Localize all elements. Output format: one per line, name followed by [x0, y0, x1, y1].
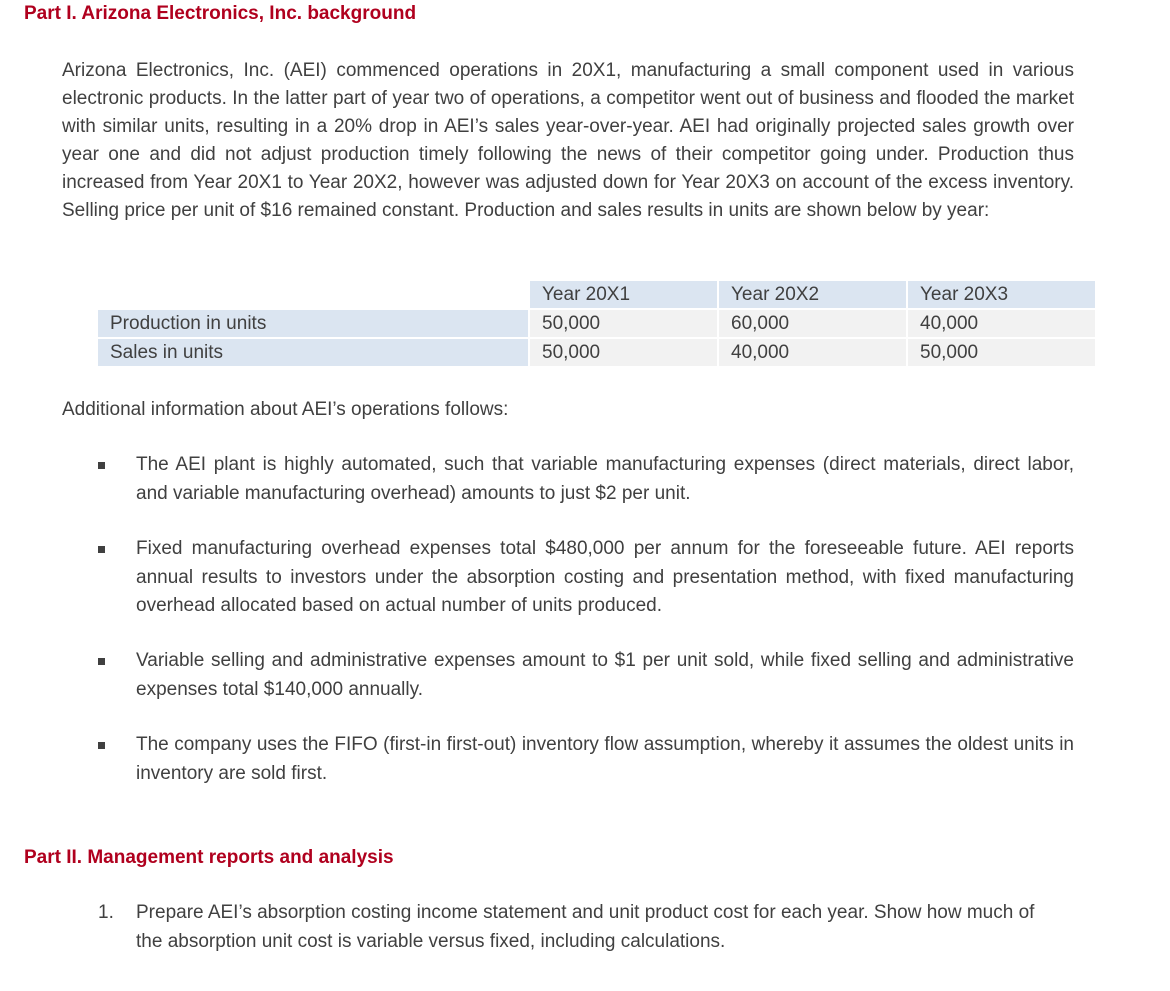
additional-info-intro: Additional information about AEI’s operations follows:	[62, 399, 509, 420]
list-item	[98, 535, 1074, 621]
bullet-text: Fixed manufacturing overhead expenses total $480,000 per annum for the foreseeable future. AEI reports annual results to investors under the absorption costing and presentation method, with fixed manufacturing overhead allocated based on actual number of units produced.	[136, 538, 1074, 616]
table-cell: 40,000	[717, 337, 906, 366]
bullet-text: Variable selling and administrative expenses amount to $1 per unit sold, while fixed selling and administrative expenses total $140,000 annually.	[136, 650, 1074, 700]
col-header-20x3: Year 20X3	[906, 281, 1095, 308]
row-label-sales: Sales in units	[98, 337, 528, 366]
table-cell: 50,000	[906, 337, 1095, 366]
bullet-text: The AEI plant is highly automated, such that variable manufacturing expenses (direct materials, direct labor, and variable manufacturing overhead) amounts to just $2 per unit.	[136, 454, 1074, 504]
bullet-marker	[98, 546, 105, 553]
col-header-20x1: Year 20X1	[528, 281, 717, 308]
list-item	[98, 647, 1074, 704]
table-row	[98, 308, 1095, 337]
list-item	[98, 731, 1074, 788]
table-row	[98, 337, 1095, 366]
table-cell: 50,000	[528, 308, 717, 337]
bullet-marker	[98, 658, 105, 665]
table-corner	[98, 281, 528, 308]
part1-heading: Part I. Arizona Electronics, Inc. background	[24, 3, 417, 24]
table-cell: 40,000	[906, 308, 1095, 337]
bullet-text: The company uses the FIFO (first-in first-out) inventory flow assumption, whereby it assumes the oldest units in inventory are sold first.	[136, 734, 1074, 784]
part2-heading: Part II. Management reports and analysis	[24, 847, 394, 868]
table-cell: 60,000	[717, 308, 906, 337]
row-label-production: Production in units	[98, 308, 528, 337]
bullet-marker	[98, 462, 105, 469]
intro-paragraph: Arizona Electronics, Inc. (AEI) commenced operations in 20X1, manufacturing a small component used in various electronic products. In the latter part of year two of operations, a competitor went out of business and flooded the market with similar units, resulting in a 20% drop in AEI’s sales year-over-year. AEI had originally projected sales growth over year one and did not adjust production timely following the news of their competitor going under. Production thus increased from Year 20X1 to Year 20X2, however was adjusted down for Year 20X3 on account of the excess inventory. Selling price per unit of $16 remained constant. Production and sales results in units are shown below by year:	[62, 60, 1074, 221]
list-item	[98, 899, 1058, 956]
list-item	[98, 451, 1074, 508]
bullet-marker	[98, 742, 105, 749]
table-header-row	[98, 281, 1095, 308]
item-number: 1.	[98, 902, 114, 923]
col-header-20x2: Year 20X2	[717, 281, 906, 308]
table-cell: 50,000	[528, 337, 717, 366]
production-sales-table	[98, 281, 1095, 366]
item-text: Prepare AEI’s absorption costing income statement and unit product cost for each year. Show how much of the absorption unit cost is variable versus fixed, including calculations.	[136, 902, 1035, 952]
